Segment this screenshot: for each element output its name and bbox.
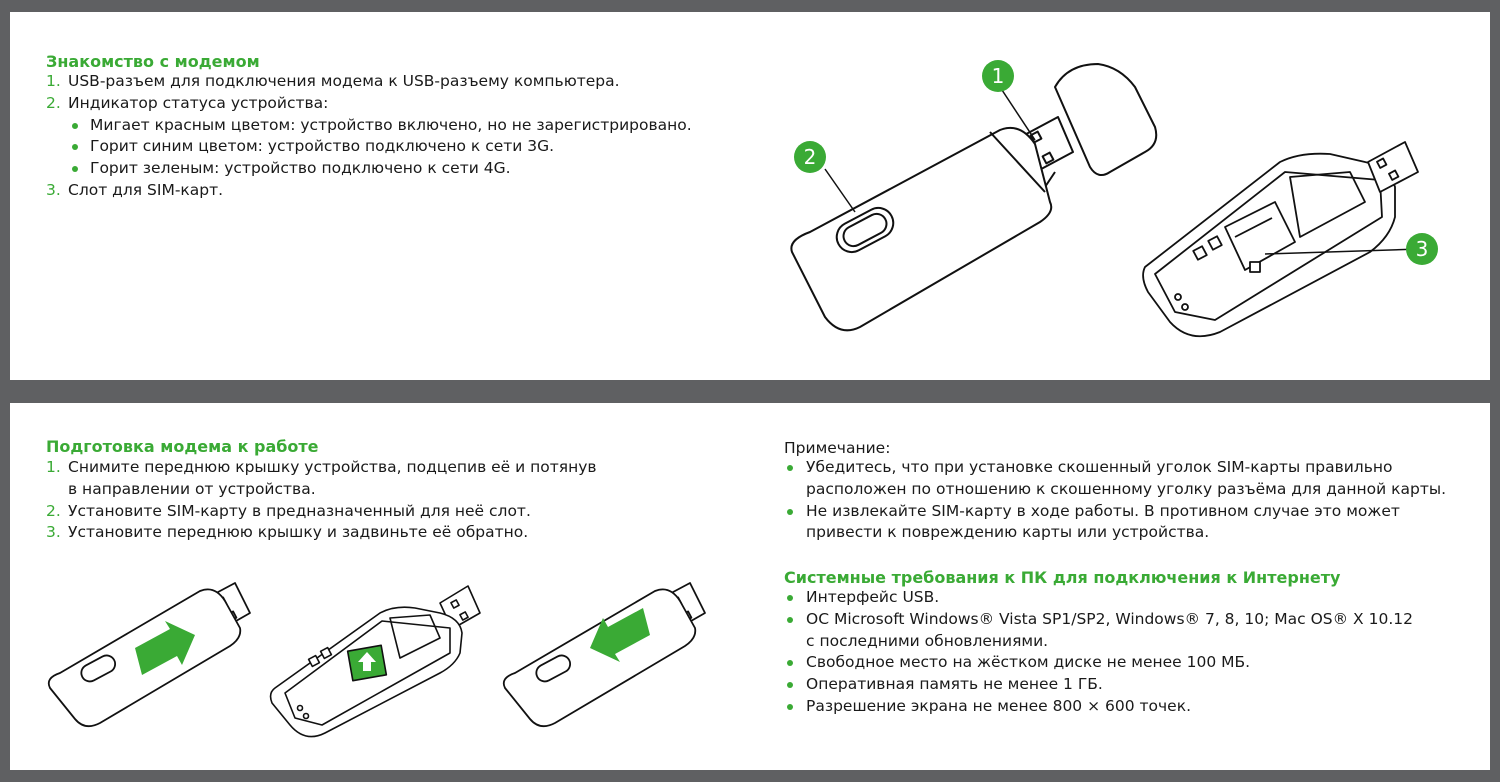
- prep-item-continuation: в направлении от устройства.: [68, 479, 316, 498]
- requirements-heading: Системные требования к ПК для подключения к Интернету: [784, 568, 1341, 587]
- status-subitem: Мигает красным цветом: устройство включено, но не зарегистрировано.: [46, 115, 692, 137]
- step-insert-sim-illustration: [271, 586, 480, 737]
- prep-item: 2. Установите SIM-карту в предназначенный для неё слот.: [46, 501, 531, 520]
- callout-3-icon: [1406, 233, 1438, 265]
- callout-1-icon: [982, 60, 1014, 92]
- intro-item: 1. USB-разъем для подключения модема к USB-разъему компьютера.: [46, 72, 620, 90]
- step-replace-cover-illustration: [504, 583, 705, 726]
- status-subitem: Горит синим цветом: устройство подключено к сети 3G.: [46, 136, 692, 158]
- note-title: Примечание:: [784, 439, 891, 457]
- requirement-item: Интерфейс USB.: [784, 587, 1413, 609]
- top-panel: [10, 12, 1490, 380]
- requirement-item: Оперативная память не менее 1 ГБ.: [784, 674, 1413, 696]
- note-item: Убедитесь, что при установке скошенный уголок SIM-карты правильно: [784, 457, 1446, 479]
- prep-heading: Подготовка модема к работе: [46, 437, 319, 456]
- prep-item: 3. Установите переднюю крышку и задвиньте её обратно.: [46, 523, 529, 542]
- note-item-continuation: расположен по отношению к скошенному уголку разъёма для данной карты.: [806, 479, 1447, 498]
- intro-item: 2. Индикатор статуса устройства:: [46, 93, 329, 112]
- callout-2-icon: [794, 141, 826, 173]
- requirement-item: Разрешение экрана не менее 800 × 600 точек.: [784, 696, 1413, 718]
- prep-item: 1. Снимите переднюю крышку устройства, подцепив её и потянув: [46, 458, 597, 476]
- requirements-list: [784, 587, 1413, 718]
- note-list: [784, 457, 1446, 544]
- svg-text:3: 3: [1415, 237, 1429, 261]
- requirement-item: ОС Microsoft Windows® Vista SP1/SP2, Windows® 7, 8, 10; Mac OS® X 10.12: [784, 609, 1413, 631]
- status-subitem: Горит зеленым: устройство подключено к сети 4G.: [46, 158, 692, 180]
- intro-item: 3. Слот для SIM-карт.: [46, 180, 224, 199]
- svg-text:1: 1: [991, 64, 1005, 88]
- requirement-item-continuation: с последними обновлениями.: [806, 631, 1049, 650]
- step-illustrations: [10, 403, 770, 770]
- svg-text:2: 2: [803, 145, 817, 169]
- note-item-continuation: привести к повреждению карты или устройства.: [806, 523, 1210, 542]
- modem-illustration: [10, 12, 1490, 380]
- intro-heading: Знакомство с модемом: [46, 52, 260, 71]
- note-item: Не извлекайте SIM-карту в ходе работы. В противном случае это может: [784, 501, 1446, 523]
- bottom-panel: [10, 403, 1490, 770]
- requirement-item: Свободное место на жёстком диске не менее 100 МБ.: [784, 652, 1413, 674]
- step-remove-cover-illustration: [49, 583, 250, 726]
